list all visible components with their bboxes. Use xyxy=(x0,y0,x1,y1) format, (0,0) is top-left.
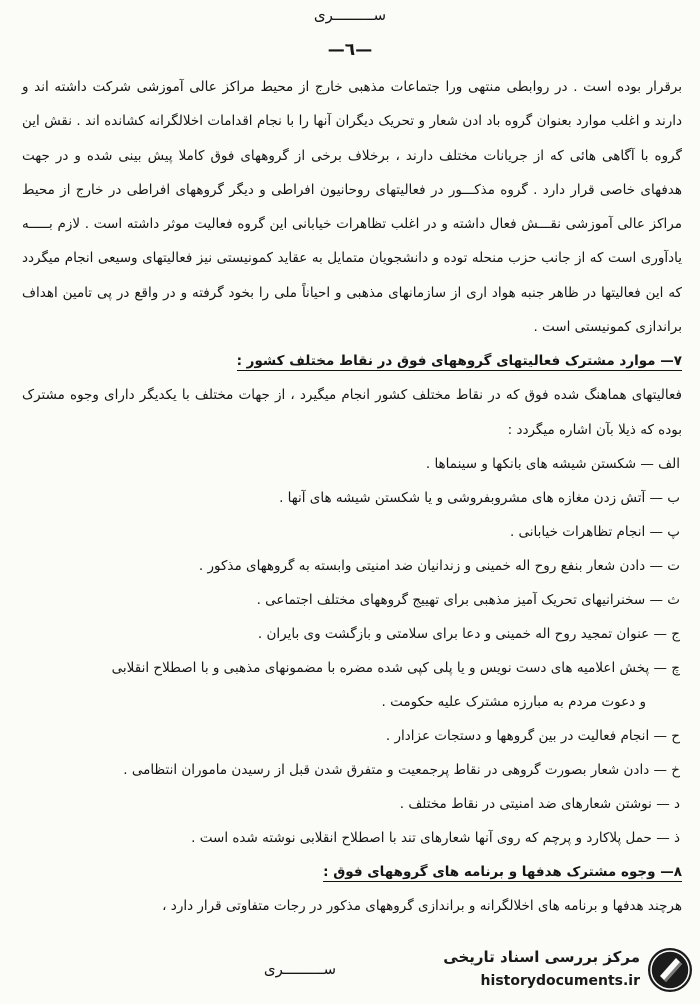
list-item: الف — شکستن شیشه های بانکها و سینماها . xyxy=(425,455,680,472)
list-item: ج — عنوان تمجید روح اله خمینی و دعا برای سلامتی و بازگشت وی بایران . xyxy=(257,625,680,642)
classification-header: ســـــــــری xyxy=(313,6,387,24)
section-8-heading xyxy=(22,855,682,889)
list-item: د — نوشتن شعارهای ضد امنیتی در نقاط مختلف . xyxy=(399,795,680,812)
section-7-heading-text: ٧— موارد مشترک فعالیتهای گروههای فوق در نقاط مختلف کشور : xyxy=(236,353,682,370)
list-item: ب — آتش زدن مغازه های مشروبفروشی و یا شکستن شیشه های آنها . xyxy=(279,489,680,506)
classification-footer: ســـــــــری xyxy=(263,960,337,978)
list-item: ذ — حمل پلاکارد و پرچم که روی آنها شعارهای تند با اصطلاح انقلابی نوشته شده است . xyxy=(191,829,680,846)
list-item: چ — پخش اعلامیه های دست نویس و یا پلی کپی شده مضره با مضمونهای مذهبی و با اصطلاح انقلابی xyxy=(111,659,680,676)
list-item: خ — دادن شعار بصورت گروهی در نقاط پرجمعیت و متفرق شدن قبل از رسیدن ماموران انتظامی . xyxy=(123,761,680,778)
section-8-heading-text: ٨— وجوه مشترک هدفها و برنامه های گروههای فوق : xyxy=(323,863,682,880)
section-7-intro: فعالیتهای هماهنگ شده فوق که در نقاط مختلف کشور انجام میگیرد ، از جهات مختلف با یکدیگر دارای وجوه مشترک بوده که ذیلا بآن اشاره میگردد : xyxy=(22,387,682,438)
watermark-title: مرکز بررسی اسناد تاریخی xyxy=(443,948,640,966)
list-item: ت — دادن شعار بنفع روح اله خمینی و زندانیان ضد امنیتی وابسته به گروههای مذکور . xyxy=(198,557,680,574)
list-item: ح — انجام فعالیت در بین گروهها و دستجات عزادار . xyxy=(385,727,680,744)
document-body xyxy=(22,70,682,923)
list-item: پ — انجام تظاهرات خیابانی . xyxy=(509,523,680,540)
watermark-url: historydocuments.ir xyxy=(480,973,640,989)
list-item: ث — سخنرانیهای تحریک آمیز مذهبی برای تهییج گروههای مختلف اجتماعی . xyxy=(256,591,680,608)
list-item-continuation: و دعوت مردم به مبارزه مشترک علیه حکومت . xyxy=(381,693,646,710)
section-7-heading xyxy=(22,344,682,378)
page-number: —٦— xyxy=(327,40,373,60)
section-8-intro: هرچند هدفها و برنامه های اخلالگرانه و براندازی گروههای مذکور در رجات متفاوتی قرار دارد ، xyxy=(162,897,682,914)
archive-logo-icon xyxy=(646,946,694,994)
body-paragraph: برقرار بوده است . در روابطی منتهی ورا جتماعات مذهبی خارج از محیط مراکز عالی آموزشی شرکت داشته اند و دارند و اغلب موارد بعنوان گروه باد ادن شعار و تحریک دیگران آنها را با نجام اقدامات اخلالگرانه کشانده اند . نقش این گروه با آگاهی هائی که از جریانات مختلف دارند ، برخلاف برخی از گروههای فوق کاملا پیش بینی شده و در جهت هدفهای خاصی قرار دارد . گروه مذکـــور در فعالیتهای روحانیون افراطی و دیگر گروههای افراطی در خارج از محیط مراکز عالی آموزشی نقـــش فعال داشته و در اغلب تظاهرات خیابانی این گروه فعالیت موثر داشته است . لازم بـــــه یادآوری است که از جانب حزب منحله توده و دانشجویان متمایل به عقاید کمونیستی نیز فعالیتهای وسیعی انجام میگردد که این فعالیتها در ظاهر جنبه هواد اری از سازمانهای مذهبی و احیاناً ملی را بخود گرفته و در واقع در پی تامین اهداف براندازی کمونیستی است . xyxy=(22,79,682,336)
watermark xyxy=(428,944,696,1000)
section-7-list xyxy=(22,447,682,855)
